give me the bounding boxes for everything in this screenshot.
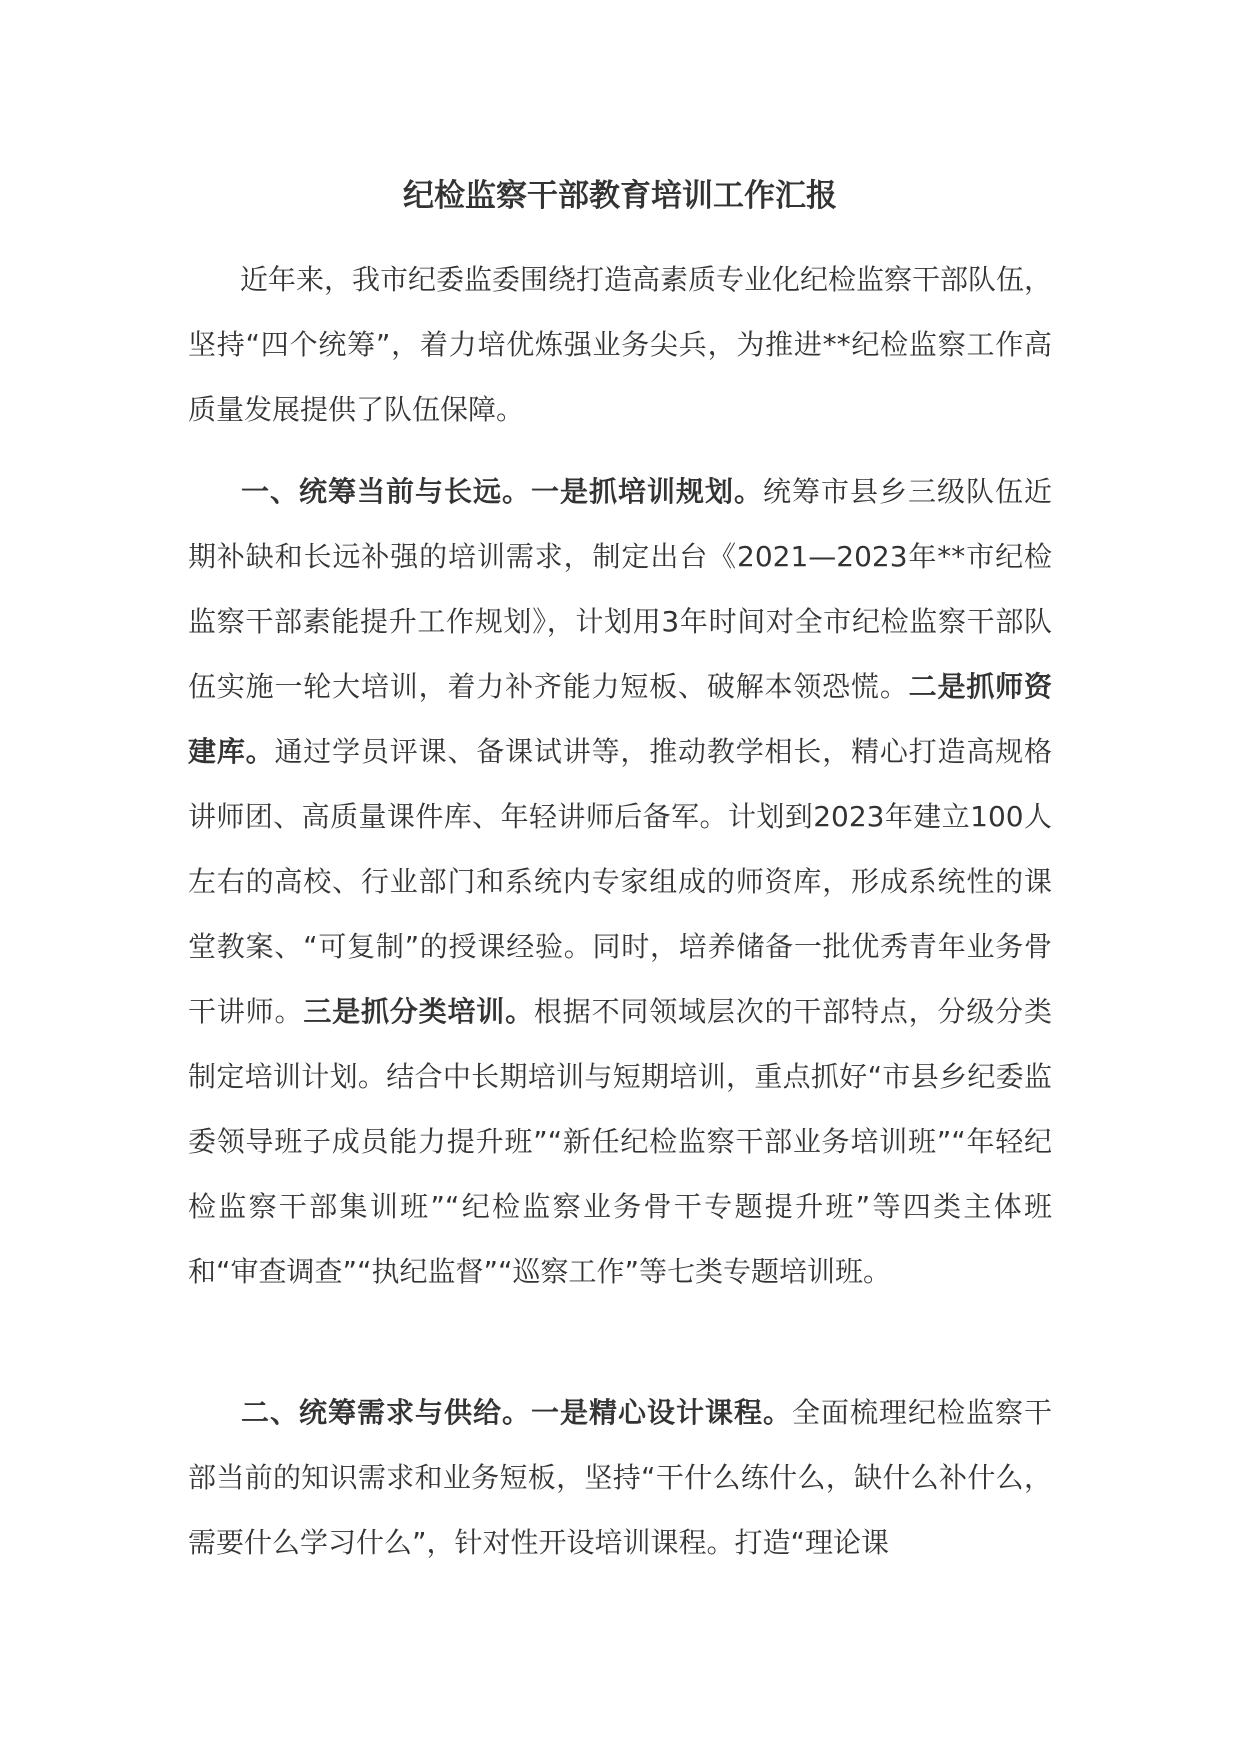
section-1-item-1-text: 统筹市县乡三级队伍近期补缺和长远补强的培训需求，制定出台《2021—2023年**市纪检监察干部素能提升工作规划》，计划用3年时间对全市纪检监察干部队伍实施一轮大培训，着力补齐能力短板、破解本领恐慌。 [188, 475, 1052, 703]
intro-paragraph [188, 247, 1052, 442]
section-2-item-1-text: 全面梳理纪检监察干部当前的知识需求和业务短板，坚持“干什么练什么，缺什么补什么，需要什么学习什么”，针对性开设培训课程。打造“理论课 [188, 1396, 1052, 1559]
section-2-heading: 二、统筹需求与供给。 [240, 1396, 531, 1429]
section-2-item-1-lead: 一是精心设计课程。 [530, 1396, 792, 1429]
section-1-item-2-lead: 二是抓师资建库。 [188, 670, 1052, 768]
intro-text: 近年来，我市纪委监委围绕打造高素质专业化纪检监察干部队伍，坚持“四个统筹”，着力培优炼强业务尖兵，为推进**纪检监察工作高质量发展提供了队伍保障。 [188, 263, 1053, 426]
section-1-heading: 一、统筹当前与长远。 [240, 475, 531, 508]
section-1-item-3-text: 根据不同领域层次的干部特点，分级分类制定培训计划。结合中长期培训与短期培训，重点抓好“市县乡纪委监委领导班子成员能力提升班”“新任纪检监察干部业务培训班”“年轻纪检监察干部集训班”“纪检监察业务骨干专题提升班”等四类主体班和“审查调查”“执纪监督”“巡察工作”等七类专题培训班。 [188, 995, 1052, 1288]
section-1-paragraph [188, 459, 1052, 1304]
section-1-item-3-lead: 三是抓分类培训。 [303, 995, 534, 1028]
section-1-item-1-lead: 一是抓培训规划。 [530, 475, 763, 508]
section-1-item-2-text: 通过学员评课、备课试讲等，推动教学相长，精心打造高规格讲师团、高质量课件库、年轻讲师后备军。计划到2023年建立100人左右的高校、行业部门和系统内专家组成的师资库，形成系统性的课堂教案、“可复制”的授课经验。同时，培养储备一批优秀青年业务骨干讲师。 [188, 735, 1052, 1028]
section-2-paragraph [188, 1380, 1052, 1575]
document-title: 纪检监察干部教育培训工作汇报 [403, 178, 837, 214]
